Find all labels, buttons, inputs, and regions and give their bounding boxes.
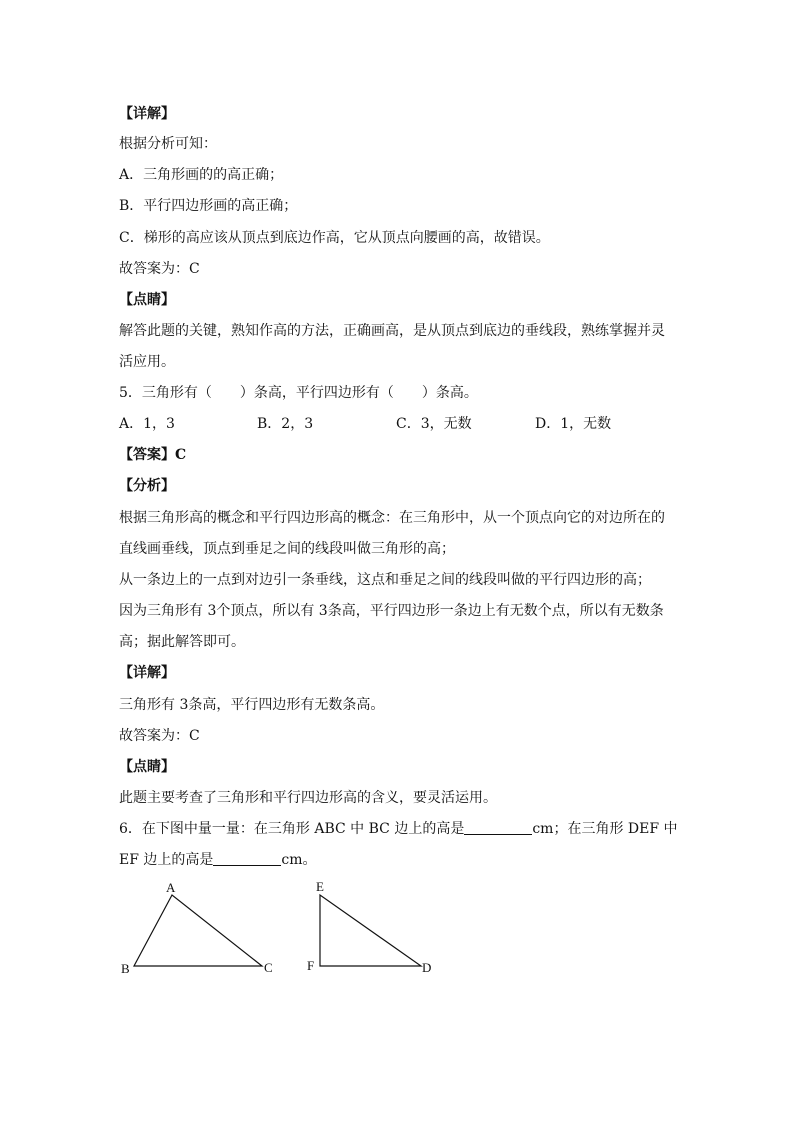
paragraph: 因为三角形有 3个顶点，所以有 3条高，平行四边形一条边上有无数个点，所以有无数条	[119, 603, 664, 619]
paragraph: 高；据此解答即可。	[119, 634, 245, 650]
triangle-abc	[134, 895, 262, 966]
paragraph: 此题主要考查了三角形和平行四边形高的含义，要灵活运用。	[119, 790, 497, 806]
section-heading-remark: 【点睛】	[119, 292, 175, 308]
vertex-label-e: E	[316, 879, 324, 894]
paragraph: A．三角形画的的高正确；	[119, 167, 284, 183]
answer-line: 故答案为：C	[119, 728, 200, 744]
paragraph: 根据分析可知：	[119, 136, 217, 152]
vertex-label-a: A	[166, 880, 176, 895]
question-5-options	[0, 414, 794, 434]
option-c: C．3，无数	[396, 416, 472, 432]
paragraph: C．梯形的高应该从顶点到底边作高，它从顶点向腰画的高，故错误。	[119, 230, 550, 246]
option-d: D．1，无数	[535, 416, 612, 432]
vertex-label-b: B	[121, 961, 130, 976]
section-heading-detail: 【详解】	[119, 106, 175, 122]
question-6-line-1	[119, 819, 678, 839]
question-6-line-2	[119, 850, 317, 870]
answer-blank-bc[interactable]	[464, 820, 532, 835]
vertex-label-c: C	[264, 960, 273, 975]
section-heading-remark: 【点睛】	[119, 759, 175, 775]
triangle-figures	[110, 875, 450, 985]
paragraph: 从一条边上的一点到对边引一条垂线，这点和垂足之间的线段叫做的平行四边形的高；	[119, 572, 651, 588]
paragraph: B．平行四边形画的高正确；	[119, 198, 298, 214]
section-heading-answer: 【答案】C	[119, 447, 187, 463]
vertex-label-d: D	[422, 960, 432, 975]
section-heading-detail: 【详解】	[119, 665, 175, 681]
question-5: 5．三角形有（ ）条高，平行四边形有（ ）条高。	[119, 385, 478, 401]
paragraph: 根据三角形高的概念和平行四边形高的概念：在三角形中，从一个顶点向它的对边所在的	[119, 510, 665, 526]
triangle-def	[320, 895, 421, 966]
paragraph: 解答此题的关键，熟知作高的方法，正确画高，是从顶点到底边的垂线段，熟练掌握并灵	[119, 323, 665, 339]
paragraph: 直线画垂线，顶点到垂足之间的线段叫做三角形的高；	[119, 541, 455, 557]
paragraph: 三角形有 3条高，平行四边形有无数条高。	[119, 697, 385, 713]
option-b: B．2，3	[257, 416, 314, 432]
question-6-text: 6．在下图中量一量：在三角形 ABC 中 BC 边上的高是	[119, 821, 465, 837]
vertex-label-f: F	[307, 958, 315, 973]
paragraph: 活应用。	[119, 354, 175, 370]
question-6-text: cm。	[281, 852, 317, 868]
answer-blank-ef[interactable]	[213, 851, 281, 866]
answer-line: 故答案为：C	[119, 261, 200, 277]
option-a: A．1，3	[119, 416, 175, 432]
section-heading-analysis: 【分析】	[119, 478, 175, 494]
question-6-text: EF 边上的高是	[119, 852, 214, 868]
question-6-text: cm；在三角形 DEF 中	[532, 821, 678, 837]
